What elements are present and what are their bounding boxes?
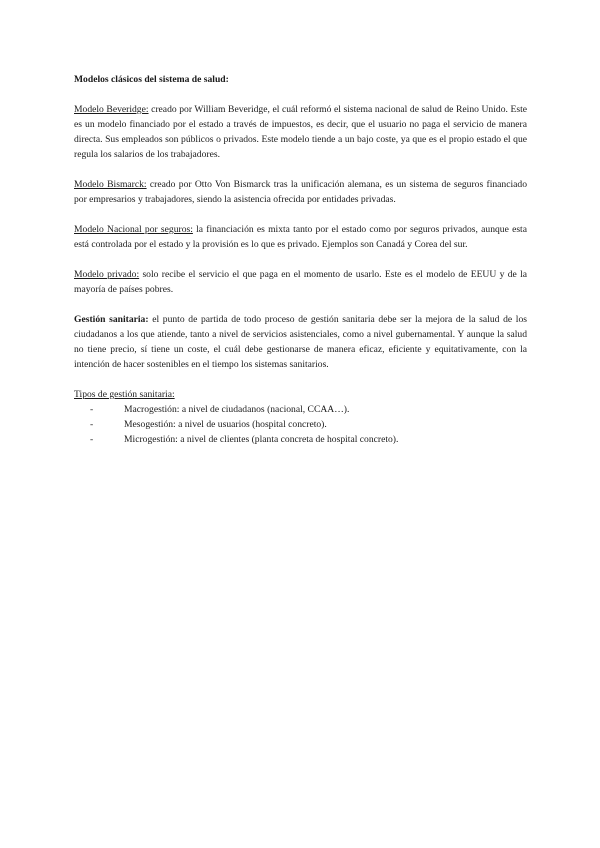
list-item <box>90 432 527 447</box>
paragraph-text: creado por Otto Von Bismarck tras la unificación alemana, es un sistema de seguros financiado por empresarios y trabajadores, siendo la asistencia ofrecida por entidades privadas. <box>74 179 527 205</box>
list-item-text: Mesogestión: a nivel de usuarios (hospital concreto). <box>124 419 327 430</box>
dash-bullet: - <box>90 404 94 415</box>
document-title: Modelos clásicos del sistema de salud: <box>74 74 229 85</box>
list-item-text: Microgestión: a nivel de clientes (planta concreta de hospital concreto). <box>124 434 399 445</box>
term-label: Modelo Beveridge: <box>74 104 149 115</box>
tipos-list <box>74 402 527 447</box>
tipos-section <box>74 387 527 447</box>
paragraph-text: la financiación es mixta tanto por el estado como por seguros privados, aunque esta está controlada por el estado y la provisión es lo que es privado. Ejemplos son Canadá y Corea del sur. <box>74 224 527 250</box>
list-item-text: Macrogestión: a nivel de ciudadanos (nacional, CCAA…). <box>124 404 350 415</box>
term-label: Modelo Bismarck: <box>74 179 147 190</box>
term-label: Modelo Nacional por seguros: <box>74 224 193 235</box>
paragraph-text: el punto de partida de todo proceso de gestión sanitaria debe ser la mejora de la salud de los ciudadanos a los que atiende, tanto a nivel de servicios asistenciales, como a nivel gubernamental. Y aunque la salud no tiene precio, sí tiene un coste, el cuál debe gestionarse de manera eficaz, eficiente y equitativamente, con la intención de hacer sostenibles en el tiempo los sistemas sanitarios. <box>74 314 527 370</box>
list-item <box>90 417 527 432</box>
paragraph-privado <box>74 267 527 297</box>
paragraph-gestion-sanitaria <box>74 312 527 372</box>
paragraph-text: solo recibe el servicio el que paga en el momento de usarlo. Este es el modelo de EEUU y de la mayoría de países pobres. <box>74 269 527 295</box>
paragraph-bismarck <box>74 177 527 207</box>
dash-bullet: - <box>90 419 94 430</box>
dash-bullet: - <box>90 434 94 445</box>
term-label: Gestión sanitaria: <box>74 314 149 325</box>
term-label: Modelo privado: <box>74 269 140 280</box>
paragraph-text: creado por William Beveridge, el cuál reformó el sistema nacional de salud de Reino Unido. Este es un modelo financiado por el estado a través de impuestos, es decir, que el usuario no paga el servicio de manera directa. Sus empleados son públicos o privados. Este modelo tiende a un bajo coste, ya que es el propio estado el que regula los salarios de los trabajadores. <box>74 104 527 160</box>
list-item <box>90 402 527 417</box>
paragraph-beveridge <box>74 102 527 162</box>
list-heading: Tipos de gestión sanitaria: <box>74 389 175 400</box>
document-page <box>74 72 527 447</box>
paragraph-nacional-seguros <box>74 222 527 252</box>
